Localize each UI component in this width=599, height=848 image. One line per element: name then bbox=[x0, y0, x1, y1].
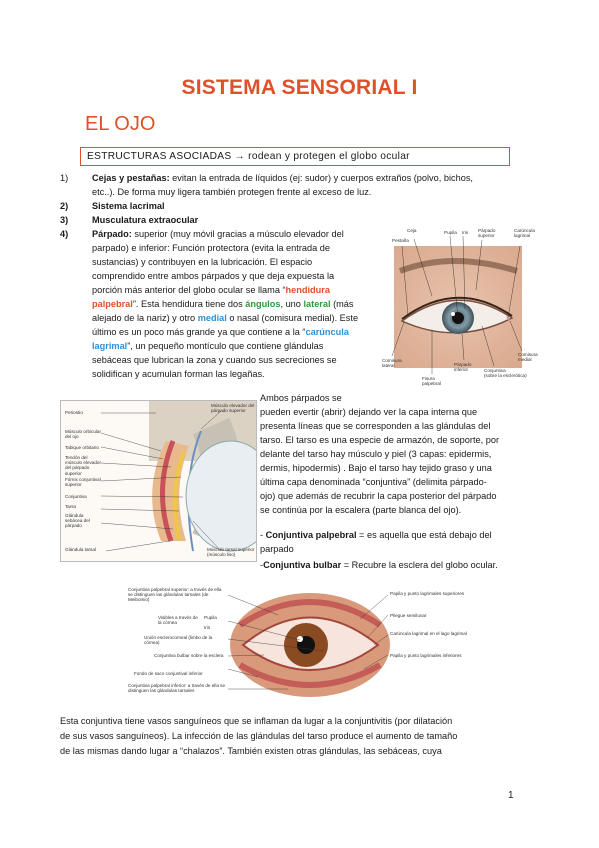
parpado-line bbox=[92, 298, 354, 312]
tarso-line: se continúa por la escalera (parte blanca del ojo). bbox=[260, 505, 462, 515]
list-item-line2: etc..). De forma muy ligera también protegen frente al exceso de luz. bbox=[92, 187, 372, 197]
label-ceja: Ceja bbox=[407, 228, 417, 233]
list-item-text: superior (muy móvil gracias a músculo elevador del bbox=[131, 229, 344, 239]
list-item-bold: Cejas y pestañas: bbox=[92, 173, 170, 183]
list-item bbox=[92, 228, 344, 242]
label-parpado-inferior: Párpado inferior bbox=[454, 362, 472, 373]
list-number: 3) bbox=[60, 215, 69, 225]
term-conjuntiva-bulbar: Conjuntiva bulbar bbox=[263, 560, 342, 570]
parpado-line: solidifican y acumulan forman las legañas. bbox=[92, 369, 265, 379]
tarso-line: presenta líneas que se corresponden a las glándulas del bbox=[260, 421, 491, 431]
section-label-left: Periostio bbox=[65, 410, 83, 415]
conj-label-left: Conjuntiva palpebral superior: a través de ella se distinguen las glándulas tarsales (de Meibomio) bbox=[128, 587, 222, 603]
conj-label-left: Iris bbox=[204, 625, 211, 630]
list-item-bold: Párpado: bbox=[92, 229, 132, 239]
list-number: 1) bbox=[60, 173, 69, 183]
parpado-line bbox=[92, 340, 323, 354]
parpado-line: parpado) e inferior: Función protectora (evita la entrada de bbox=[92, 243, 330, 253]
list-item: Musculatura extraocular bbox=[92, 215, 199, 225]
tarso-line: delante del tarso hay músculo y piel (3 capas: epidermis, bbox=[260, 449, 492, 459]
conj-label-left: Unión esclerocorneal (limbo de la córnea) bbox=[144, 635, 213, 646]
parpado-text: ”. Esta hendidura tiene dos bbox=[132, 299, 246, 309]
tarso-line: tarso. El tarso es una especie de armazón, de soporte, por bbox=[260, 435, 500, 445]
definition-text: = Recubre la esclera del globo ocular. bbox=[341, 560, 498, 570]
label-iris: Iris bbox=[462, 230, 469, 235]
conj-label-left: Fondo de saco conjuntival inferior bbox=[134, 671, 203, 676]
conj-label-left: Visibles a través de la córnea bbox=[158, 615, 198, 626]
definition-text: = es aquella que está debajo del bbox=[356, 530, 492, 540]
section-label-left: Conjuntiva bbox=[65, 494, 87, 499]
section-label-left: Tarso bbox=[65, 504, 77, 509]
parpado-text: ”, un pequeño montículo que contiene glándulas bbox=[127, 341, 324, 351]
bottom-line: Esta conjuntiva tiene vasos sanguíneos que se inflaman da lugar a la conjuntivitis (por dilatación bbox=[60, 716, 453, 726]
section-label-left: Glándula sebácea del párpado bbox=[65, 513, 90, 529]
tarso-line: ojo) que además de recubrir la capa posterior del párpado bbox=[260, 491, 497, 501]
conjuntiva-palpebral-line2: parpado bbox=[260, 544, 294, 554]
conjuntiva-palpebral-line: - Conjuntiva palpebral = es aquella que está debajo del bbox=[260, 530, 492, 540]
section-label-left: Glándula tarsal bbox=[65, 547, 96, 552]
keyword-hendidura: hendidura bbox=[285, 285, 330, 295]
conjunctiva-figure bbox=[128, 585, 494, 707]
list-item: Sistema lacrimal bbox=[92, 201, 165, 211]
tarso-line: última capa denominada “conjuntiva” (delimita párpado- bbox=[260, 477, 487, 487]
parpado-text: último es un poco más grande ya que contiene a la “ bbox=[92, 327, 306, 337]
label-comisura-lateral: Comisura lateral bbox=[382, 358, 402, 369]
list-number: 2) bbox=[60, 201, 69, 211]
keyword-lagrimal: lagrimal bbox=[92, 341, 128, 351]
list-number: 4) bbox=[60, 229, 69, 239]
label-conjuntiva: Conjuntiva (sobre la esclerótica) bbox=[484, 368, 527, 379]
tarso-line: Ambos párpados se bbox=[260, 393, 342, 403]
eyelid-section-figure bbox=[60, 400, 257, 562]
section-label-left: Músculo orbicular del ojo bbox=[65, 429, 101, 440]
conj-label-right: Papila y punto lagrimales inferiores bbox=[390, 653, 462, 658]
parpado-text: , uno bbox=[280, 299, 304, 309]
conjuntiva-bulbar-line: -Conjuntiva bulbar = Recubre la esclera del globo ocular. bbox=[260, 560, 498, 570]
associated-structures-box: ESTRUCTURAS ASOCIADAS → rodean y protegen el globo ocular bbox=[80, 147, 510, 166]
label-pestana: Pestaña bbox=[392, 238, 409, 243]
parpado-text: o nasal (comisura medial). Este bbox=[226, 313, 359, 323]
list-item bbox=[92, 172, 512, 186]
conj-label-right: Carúncula lagrimal en el lago lagrimal bbox=[390, 631, 467, 636]
conj-label-right: Papila y punto lagrimales superiores bbox=[390, 591, 465, 596]
parpado-line bbox=[92, 284, 330, 298]
parpado-text: (más bbox=[330, 299, 354, 309]
eye-external-figure bbox=[372, 226, 540, 388]
keyword-medial: medial bbox=[197, 313, 227, 323]
label-parpado-superior: Párpado superior bbox=[478, 228, 496, 239]
page-title: SISTEMA SENSORIAL I bbox=[181, 76, 418, 99]
parpado-line: sebáceas que lubrican la zona y cuando sus secreciones se bbox=[92, 355, 337, 365]
conj-label-left: Pupila bbox=[204, 615, 217, 620]
label-pupila: Pupila bbox=[444, 230, 457, 235]
tarso-line: pueden evertir (abrir) dejando ver la capa interna que bbox=[260, 407, 478, 417]
section-subtitle: EL OJO bbox=[85, 113, 156, 135]
section-label-left: Fórnix conjuntival superior bbox=[65, 477, 101, 488]
conj-label-left: Conjuntiva palpebral inferior: a través de ella se distinguen las glándulas tarsales bbox=[128, 683, 226, 694]
bottom-line: de las mismas dando lugar a “chalazos”. También existen otras glándulas, las sebáceas, cuya bbox=[60, 746, 442, 756]
label-comisura-medial: Comisura medial bbox=[518, 352, 538, 363]
keyword-angulos: ángulos bbox=[245, 299, 281, 309]
section-label-right: Músculo tarsal superior (músculo liso) bbox=[207, 547, 255, 558]
page-number: 1 bbox=[508, 790, 514, 801]
parpado-line: sustancias) y contribuyen en la lubricación. El espacio bbox=[92, 257, 313, 267]
parpado-line bbox=[92, 312, 358, 326]
bottom-line: de sus vasos sanguíneos). La infección de las glándulas del tarso produce el aumento de tamaño bbox=[60, 731, 458, 741]
parpado-line: comprendido entre ambos párpados y que deja expuesta la bbox=[92, 271, 335, 281]
keyword-caruncula: carúncula bbox=[305, 327, 349, 337]
tarso-line: dermis, hipodermis) . Bajo el tarso hay tejido graso y una bbox=[260, 463, 492, 473]
parpado-text: porción más anterior del globo ocular se llama “ bbox=[92, 285, 286, 295]
keyword-lateral: lateral bbox=[303, 299, 331, 309]
parpado-line bbox=[92, 326, 349, 340]
section-label-left: Tabique orbitario bbox=[65, 445, 99, 450]
conj-label-right: Pliegue semilunar bbox=[390, 613, 427, 618]
section-label-right: Músculo elevador del párpado superior bbox=[211, 403, 255, 414]
label-caruncula: Carúncula lagrimal bbox=[514, 228, 535, 239]
list-item-text: evitan la entrada de líquidos (ej: sudor) y cuerpos extraños (polvo, bichos, bbox=[169, 173, 473, 183]
term-conjuntiva-palpebral: Conjuntiva palpebral bbox=[265, 530, 357, 540]
section-label-left: Tendón del músculo elevador del párpado superior bbox=[65, 455, 102, 476]
conj-label-left: Conjuntiva bulbar sobre la esclera bbox=[154, 653, 224, 658]
keyword-palpebral: palpebral bbox=[92, 299, 133, 309]
label-fisura-palpebral: Fisura palpebral bbox=[422, 376, 441, 387]
parpado-text: alejado de la nariz) y otro bbox=[92, 313, 198, 323]
